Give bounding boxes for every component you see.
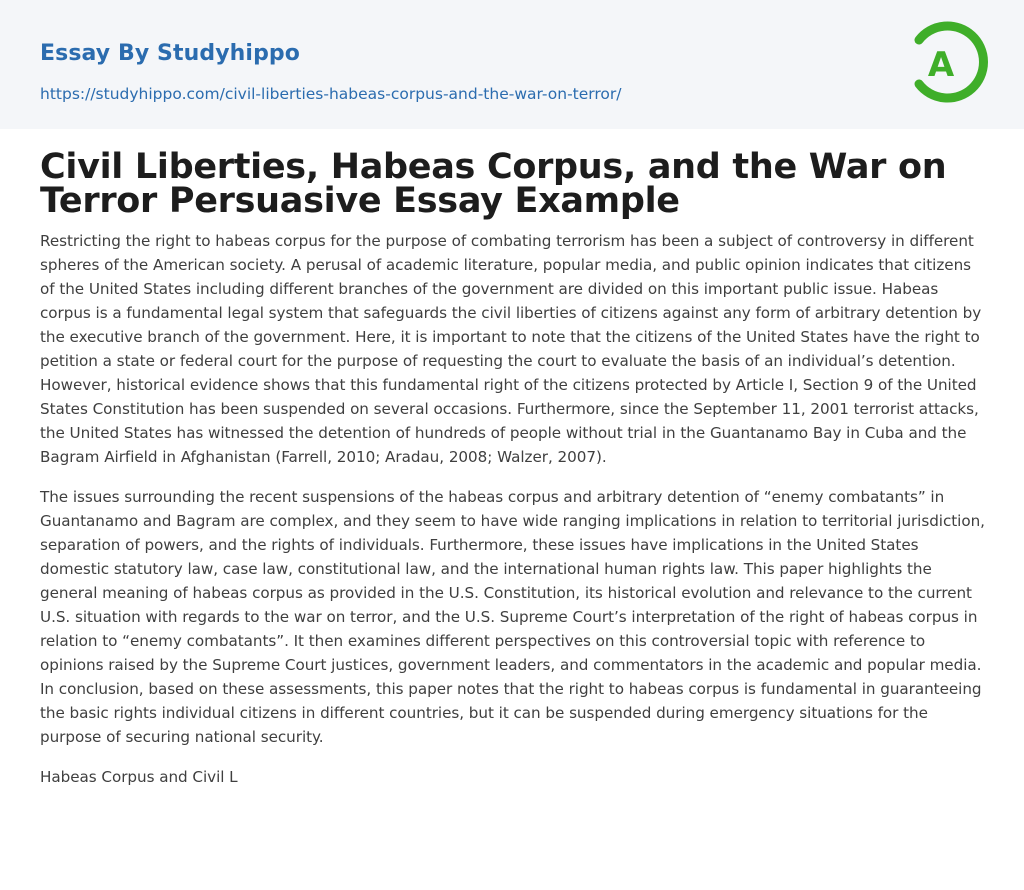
page-title: Civil Liberties, Habeas Corpus, and the War on Terror Persuasive Essay Example: [40, 147, 947, 221]
site-header: [0, 0, 1024, 129]
studyhippo-logo-icon[interactable]: [910, 18, 988, 106]
article-url-link[interactable]: https://studyhippo.com/civil-liberties-habeas-corpus-and-the-war-on-terror/: [40, 85, 622, 103]
paragraph-1: Restricting the right to habeas corpus for the purpose of combating terrorism has been a subject of controversy in different spheres of the American society. A perusal of academic literature, popular media, and public opinion indicates that citizens of the United States including different branches of the government are divided on this important public issue. Habeas corpus is a fundamental legal system that safeguards the civil liberties of citizens against any form of arbitrary detention by the executive branch of the government. Here, it is important to note that the citizens of the United States have the right to petition a state or federal court for the purpose of requesting the court to evaluate the basis of an individual’s detention. However, historical evidence shows that this fundamental right of the citizens protected by Article I, Section 9 of the United States Constitution has been suspended on several occasions. Furthermore, since the September 11, 2001 terrorist attacks, the United States has witnessed the detention of hundreds of people without trial in the Guantanamo Bay in Cuba and the Bagram Airfield in Afghanistan (Farrell, 2010; Aradau, 2008; Walzer, 2007).: [40, 232, 982, 466]
logo-letter: A: [927, 45, 955, 85]
article-body: [40, 229, 990, 805]
paragraph-3-truncated: Habeas Corpus and Civil L: [40, 768, 238, 786]
site-brand[interactable]: Essay By Studyhippo: [40, 41, 300, 66]
paragraph-2: The issues surrounding the recent suspensions of the habeas corpus and arbitrary detention of “enemy combatants” in Guantanamo and Bagram are complex, and they seem to have wide ranging implications in relation to territorial jurisdiction, separation of powers, and the rights of individuals. Furthermore, these issues have implications in the United States domestic statutory law, case law, constitutional law, and the international human rights law. This paper highlights the general meaning of habeas corpus as provided in the U.S. Constitution, its historical evolution and relevance to the current U.S. situation with regards to the war on terror, and the U.S. Supreme Court’s interpretation of the right of habeas corpus in relation to “enemy combatants”. It then examines different perspectives on this controversial topic with reference to opinions raised by the Supreme Court justices, government leaders, and commentators in the academic and popular media. In conclusion, based on these assessments, this paper notes that the right to habeas corpus is fundamental in guaranteeing the basic rights individual citizens in different countries, but it can be suspended during emergency situations for the purpose of securing national security.: [40, 488, 985, 746]
